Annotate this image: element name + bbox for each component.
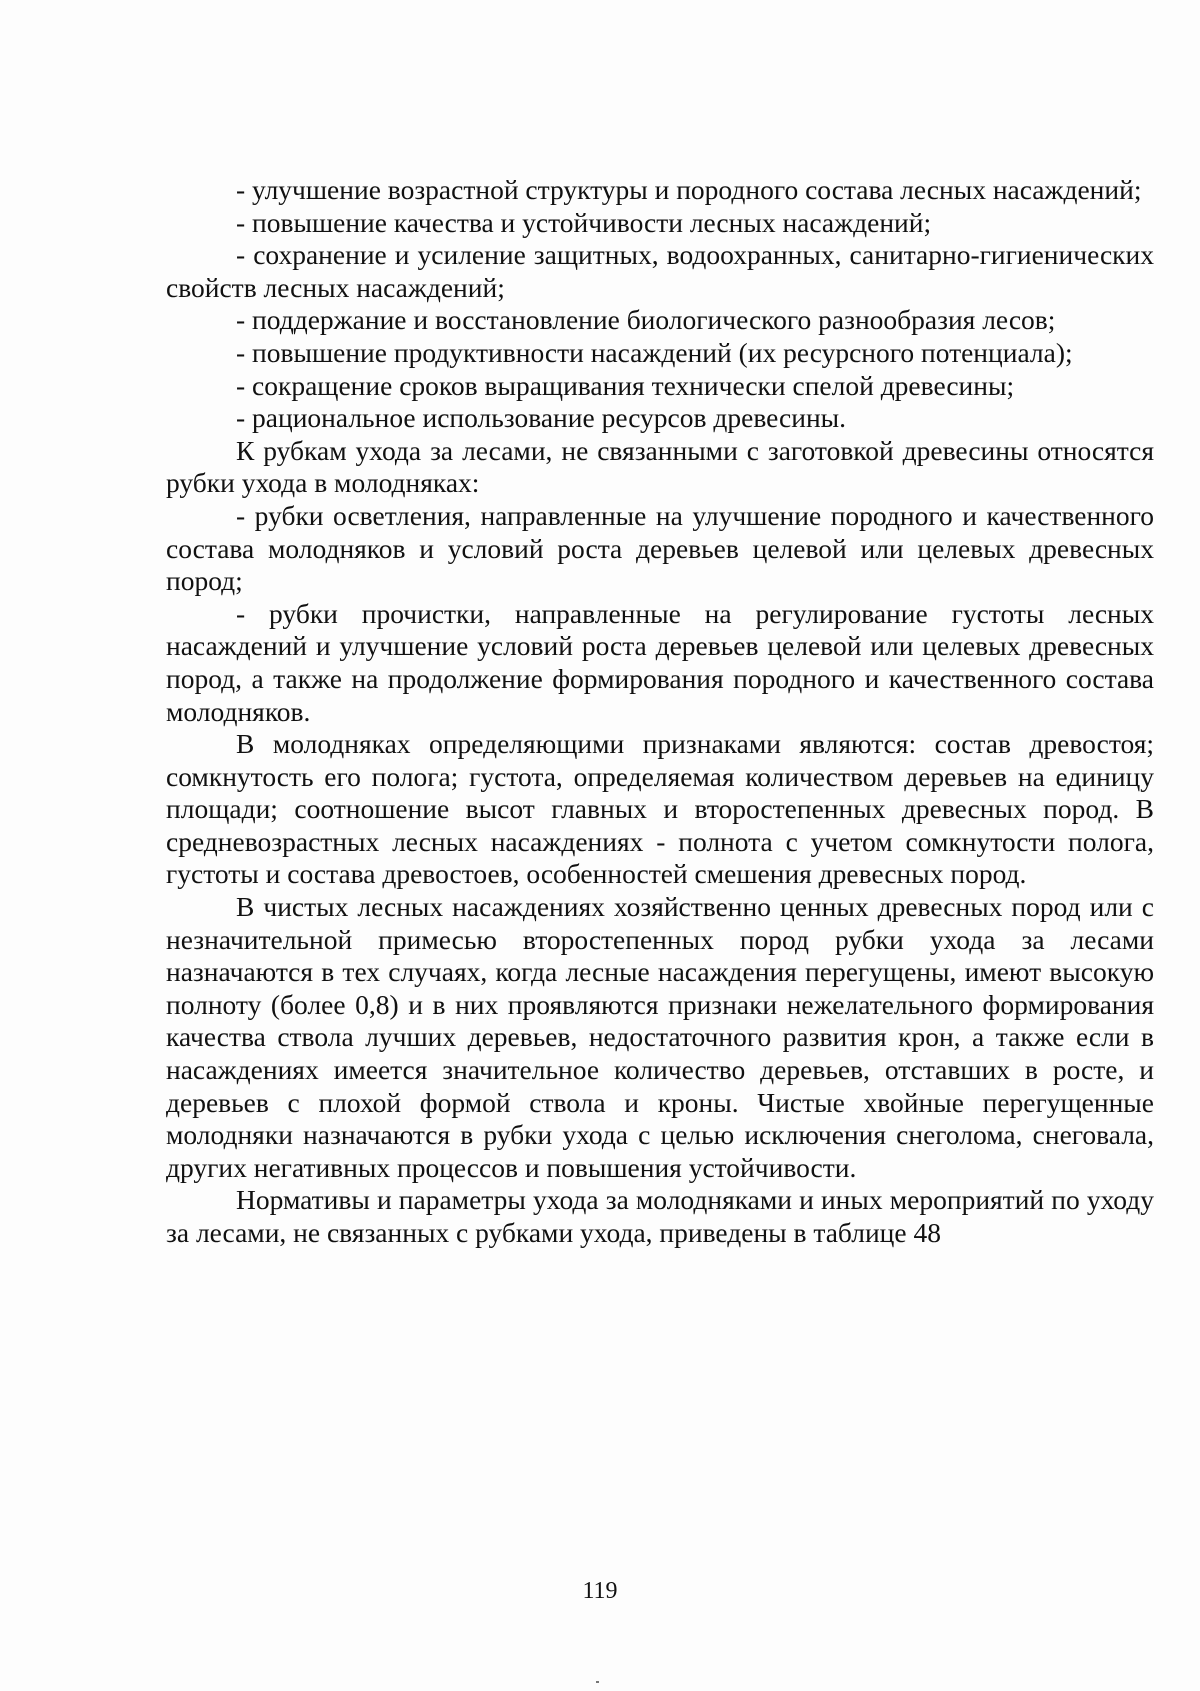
paragraph-norms-reference: Нормативы и параметры ухода за молодняками и иных мероприятий по уходу за лесами, не связанных с рубками ухода, приведены в таблице 48 — [166, 1184, 1154, 1248]
paragraph-bullet-protective: - сохранение и усиление защитных, водоохранных, санитарно-гигиенических свойств лесных насаждений; — [166, 239, 1154, 303]
paragraph-bullet-quality: - повышение качества и устойчивости лесных насаждений; — [236, 206, 932, 238]
paragraph-bullet-cleaning: - рубки прочистки, направленные на регулирование густоты лесных насаждений и улучшение условий роста деревьев целевой или целевых древесных пород, а также на продолжение формирования породного и качественного состава молодняков. — [166, 597, 1154, 727]
paragraph-bullet-age-structure: - улучшение возрастной структуры и породного состава лесных насаждений; — [236, 174, 1142, 205]
paragraph-young-stands-intro: К рубкам ухода за лесами, не связанными с заготовкой древесины относятся рубки ухода в молодняках: — [166, 434, 1154, 499]
paragraph-bullet-biodiversity: - поддержание и восстановление биологического разнообразия лесов; — [236, 304, 1056, 336]
paragraph-bullet-rational-use: - рациональное использование ресурсов древесины. — [236, 402, 847, 434]
paragraph-defining-features: В молодняках определяющими признаками являются: состав древостоя; сомкнутость его полога; густота, определяемая количеством деревьев на единицу площади; соотношение высот главных и второстепенных древесных пород. В средневозрастных лесных насаждениях - полнота с учетом сомкнутости полога, густоты и состава древостоев, особенностей смешения древесных пород. — [166, 728, 1154, 890]
page-number: 119 — [582, 1578, 618, 1604]
paragraph-bullet-growth-time: - сокращение сроков выращивания технически спелой древесины; — [236, 369, 1015, 401]
paragraph-bullet-productivity: - повышение продуктивности насаждений (их ресурсного потенциала); — [236, 336, 1073, 368]
body-text — [166, 174, 1154, 1250]
scan-speck — [596, 1681, 599, 1683]
paragraph-bullet-clearing: - рубки осветления, направленные на улучшение породного и качественного состава молодняков и условий роста деревьев целевой или целевых древесных пород; — [166, 499, 1154, 597]
paragraph-pure-stands: В чистых лесных насаждениях хозяйственно ценных древесных пород или с незначительной примесью второстепенных пород рубки ухода за лесами назначаются в тех случаях, когда лесные насаждения перегущены, имеют высокую полноту (более 0,8) и в них проявляются признаки нежелательного формирования качества ствола лучших деревьев, недостаточного развития крон, а также если в насаждениях имеется значительное количество деревьев, отставших в росте, и деревьев с плохой формой ствола и кроны. Чистые хвойные перегущенные молодняки назначаются в рубки ухода с целью исключения снеголома, снеговала, других негативных процессов и повышения устойчивости. — [166, 891, 1154, 1183]
